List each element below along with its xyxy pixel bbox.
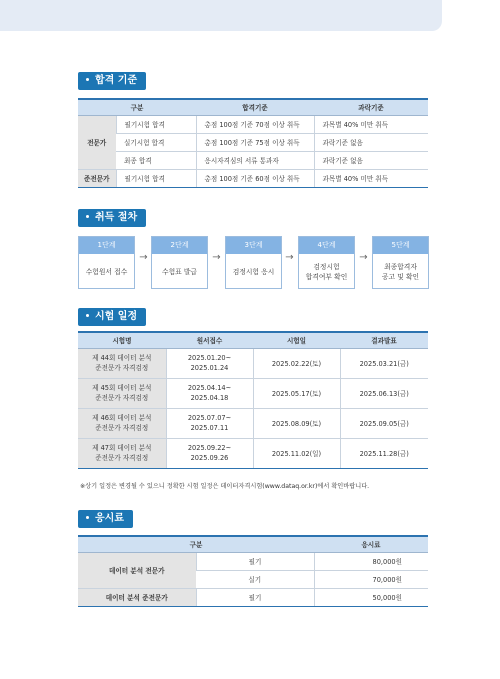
fee-type: 실기 xyxy=(196,570,314,588)
fee-amount: 50,000원 xyxy=(314,588,428,606)
fee-header-category: 구분 xyxy=(78,536,314,552)
bullet-dot-icon xyxy=(86,314,89,317)
criteria-pass: 응시자격심의 서류 통과자 xyxy=(196,151,314,169)
table-row xyxy=(78,348,428,378)
criteria-pass: 총점 100점 기준 70점 이상 취득 xyxy=(196,115,314,133)
schedule-header-name: 시험명 xyxy=(78,332,166,348)
step-desc: 검정시험 합격여부 확인 xyxy=(305,263,348,281)
bullet-dot-icon xyxy=(86,215,89,218)
criteria-group-semi: 준전문가 xyxy=(78,169,116,187)
fee-amount: 70,000원 xyxy=(314,570,428,588)
page-header-band xyxy=(0,0,442,31)
procedure-step-3 xyxy=(225,236,282,289)
section-title-text: 시험 일정 xyxy=(95,311,138,322)
schedule-exam-date: 2025.08.09(토) xyxy=(253,408,340,438)
schedule-header-result: 결과발표 xyxy=(340,332,428,348)
schedule-result: 2025.06.13(금) xyxy=(340,378,428,408)
schedule-header-exam: 시험일 xyxy=(253,332,340,348)
table-row xyxy=(78,408,428,438)
procedure-step-2 xyxy=(151,236,208,289)
bullet-dot-icon xyxy=(86,516,89,519)
step-desc: 수험원서 접수 xyxy=(85,268,128,276)
step-label: 4단계 xyxy=(299,237,354,254)
schedule-exam-name: 제 44회 데이터 분석 준전문가 자격검정 xyxy=(78,348,166,378)
fee-group-semi: 데이터 분석 준전문가 xyxy=(78,588,196,606)
criteria-fail: 과목별 40% 미만 취득 xyxy=(314,115,428,133)
arrow-right-icon: → xyxy=(359,252,368,263)
section-title-schedule xyxy=(78,308,146,326)
schedule-exam-date: 2025.02.22(토) xyxy=(253,348,340,378)
bullet-dot-icon xyxy=(86,78,89,81)
criteria-fail: 과락기준 없음 xyxy=(314,133,428,151)
schedule-exam-name: 제 46회 데이터 분석 준전문가 자격검정 xyxy=(78,408,166,438)
table-row xyxy=(78,378,428,408)
schedule-header-apply: 원서접수 xyxy=(166,332,253,348)
schedule-apply: 2025.09.22~ 2025.09.26 xyxy=(166,438,253,468)
section-title-text: 합격 기준 xyxy=(95,75,138,86)
step-desc: 수험표 발급 xyxy=(162,268,197,276)
table-row xyxy=(78,438,428,468)
fee-group-expert: 데이터 분석 전문가 xyxy=(78,552,196,588)
fee-amount: 80,000원 xyxy=(314,552,428,570)
schedule-exam-name: 제 45회 데이터 분석 준전문가 자격검정 xyxy=(78,378,166,408)
schedule-result: 2025.03.21(금) xyxy=(340,348,428,378)
fee-header-amount: 응시료 xyxy=(314,536,428,552)
schedule-result: 2025.09.05(금) xyxy=(340,408,428,438)
criteria-header-fail: 과락기준 xyxy=(314,99,428,115)
schedule-apply: 2025.07.07~ 2025.07.11 xyxy=(166,408,253,438)
criteria-stage: 최종 합격 xyxy=(116,151,196,169)
arrow-right-icon: → xyxy=(139,252,148,263)
schedule-result: 2025.11.28(금) xyxy=(340,438,428,468)
schedule-exam-name: 제 47회 데이터 분석 준전문가 자격검정 xyxy=(78,438,166,468)
procedure-step-5 xyxy=(372,236,429,289)
step-label: 5단계 xyxy=(373,237,428,254)
procedure-step-1 xyxy=(78,236,135,289)
schedule-exam-date: 2025.05.17(토) xyxy=(253,378,340,408)
arrow-right-icon: → xyxy=(212,252,221,263)
table-row xyxy=(78,588,428,606)
table-row xyxy=(78,552,428,570)
criteria-table xyxy=(78,98,428,188)
step-label: 2단계 xyxy=(152,237,207,254)
criteria-fail: 과목별 40% 미만 취득 xyxy=(314,169,428,187)
schedule-table xyxy=(78,331,428,469)
criteria-fail: 과락기준 없음 xyxy=(314,151,428,169)
fee-type: 필기 xyxy=(196,552,314,570)
criteria-stage: 실기시험 합격 xyxy=(116,133,196,151)
procedure-step-4 xyxy=(298,236,355,289)
step-desc: 검정시험 응시 xyxy=(232,268,275,276)
section-title-criteria xyxy=(78,72,146,90)
section-title-text: 응시료 xyxy=(95,513,124,524)
criteria-pass: 총점 100점 기준 60점 이상 취득 xyxy=(196,169,314,187)
section-title-text: 취득 절차 xyxy=(95,212,138,223)
step-label: 1단계 xyxy=(79,237,134,254)
step-desc: 최종합격자 공고 및 확인 xyxy=(381,263,420,281)
criteria-stage: 필기시험 합격 xyxy=(116,169,196,187)
arrow-right-icon: → xyxy=(285,252,294,263)
criteria-stage: 필기시험 합격 xyxy=(116,115,196,133)
schedule-exam-date: 2025.11.02(일) xyxy=(253,438,340,468)
fee-table xyxy=(78,535,428,607)
fee-type: 필기 xyxy=(196,588,314,606)
section-title-procedure xyxy=(78,209,146,227)
table-row xyxy=(78,151,428,169)
schedule-note: ※상기 일정은 변경될 수 있으니 정확한 시험 일정은 데이터자격시험(www.dataq.or.kr)에서 확인바랍니다. xyxy=(80,483,370,490)
schedule-apply: 2025.01.20~ 2025.01.24 xyxy=(166,348,253,378)
table-row xyxy=(78,133,428,151)
step-label: 3단계 xyxy=(226,237,281,254)
table-row xyxy=(78,115,428,133)
schedule-apply: 2025.04.14~ 2025.04.18 xyxy=(166,378,253,408)
criteria-header-category: 구분 xyxy=(78,99,196,115)
section-title-fee xyxy=(78,510,133,528)
criteria-group-expert: 전문가 xyxy=(78,115,116,169)
criteria-header-pass: 합격기준 xyxy=(196,99,314,115)
criteria-pass: 총점 100점 기준 75점 이상 취득 xyxy=(196,133,314,151)
table-row xyxy=(78,169,428,187)
